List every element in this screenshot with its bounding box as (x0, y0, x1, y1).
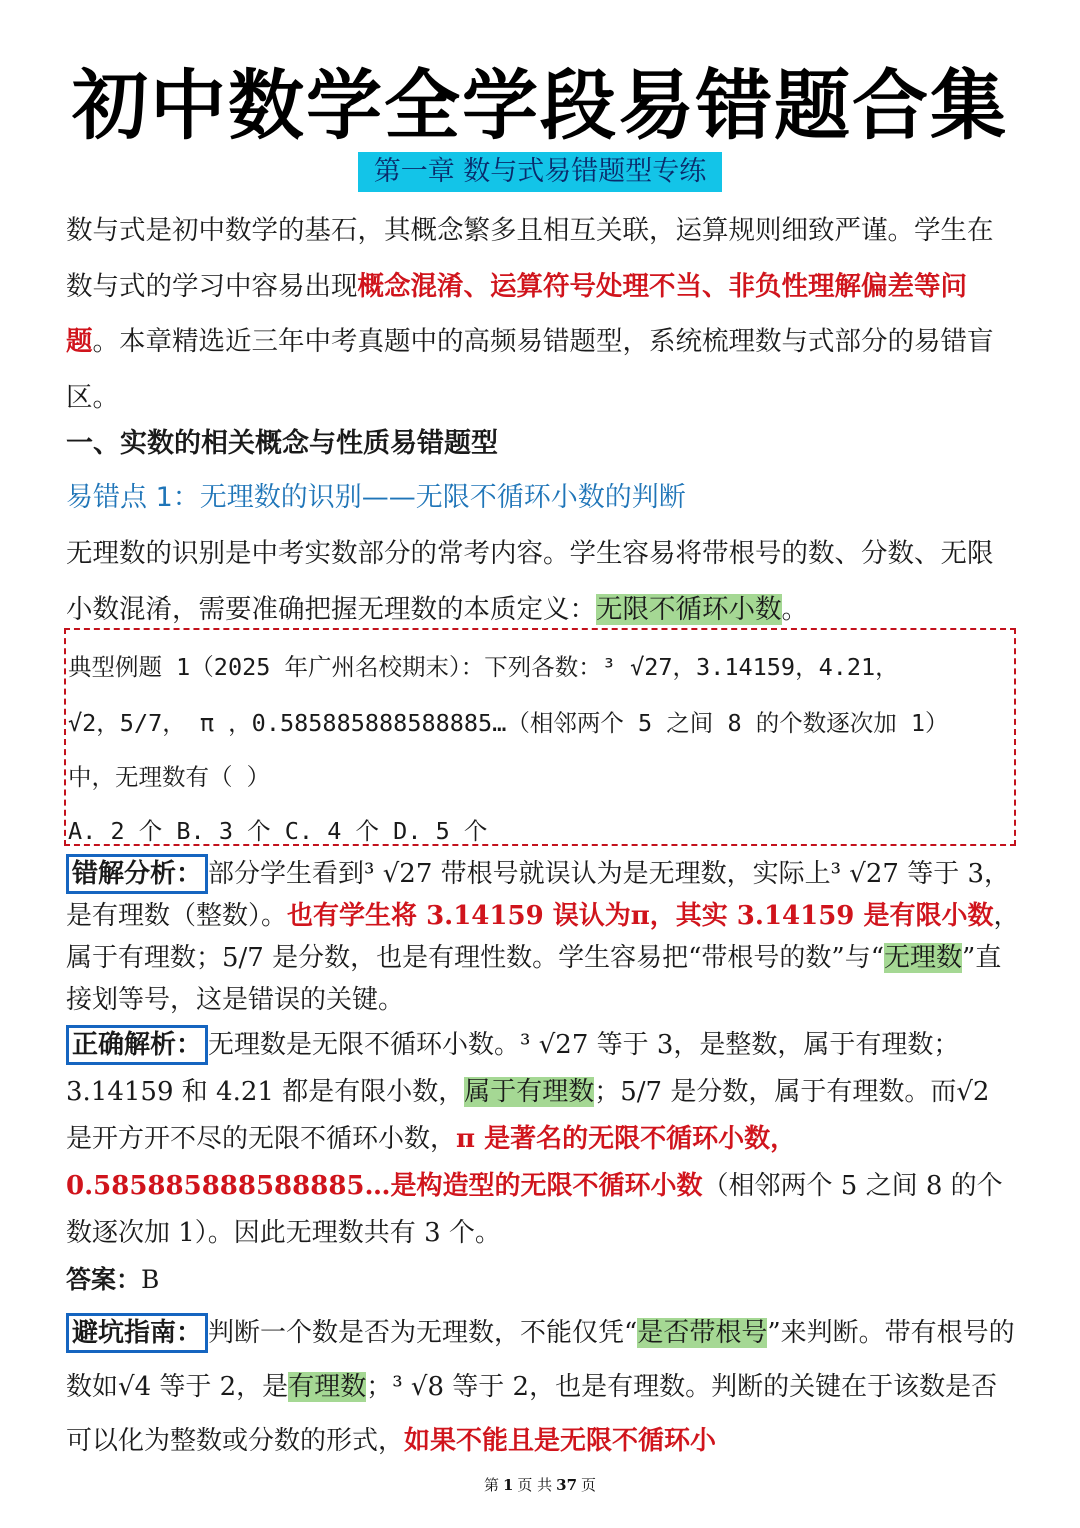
wrong-text-1: 部分学生看到³ √27 带根号就误认为是无理数，实际上³ √27 等于 3，是有理数（整数）。 (66, 859, 1011, 931)
intro-paragraph (66, 203, 1018, 425)
example-line-1: 典型例题 1（2025 年广州名校期末）：下列各数：³ √27，3.14159，4.21， (68, 653, 899, 681)
correct-text-1: 无理数是无限不循环小数。³ √27 等于 3，是整数，属于有理数；3.14159 和 4.21 都是有限小数， (66, 1030, 960, 1107)
footer-page-number: 1 (502, 1476, 514, 1494)
answer-label: 答案： (66, 1265, 142, 1294)
wrong-highlight-red: 也有学生将 3.14159 误认为π，其实 3.14159 是有限小数 (287, 901, 994, 931)
avoid-text-1: 判断一个数是否为无理数，不能仅凭“ (208, 1318, 638, 1348)
intro-text-2: 。本章精选近三年中考真题中的高频易错题型，系统梳理数与式部分的易错盲区。 (66, 326, 994, 413)
footer-total-pages: 37 (556, 1476, 578, 1494)
example-box (64, 628, 1016, 846)
avoid-text-2: ”来判断。带有根号的数如√4 等于 2，是 (66, 1318, 1015, 1402)
wrong-analysis (66, 853, 1022, 1021)
wrong-text-3: ”直接划等号，这是错误的关键。 (66, 943, 1002, 1015)
point-text-2: 。 (781, 593, 808, 625)
point-text-1: 无理数的识别是中考实数部分的常考内容。学生容易将带根号的数、分数、无限小数混淆，需要准确把握无理数的本质定义： (66, 538, 994, 625)
correct-text-2: ；5/7 是分数，属于有理数。而√2 是开方开不尽的无限不循环小数， (66, 1077, 990, 1154)
avoid-highlight-red: 如果不能且是无限不循环小 (404, 1426, 717, 1456)
error-point-heading: 易错点 1：无理数的识别——无限不循环小数的判断 (66, 482, 686, 513)
avoid-highlight-2: 有理数 (288, 1372, 367, 1402)
wrong-analysis-label: 错解分析： (66, 854, 208, 894)
page-footer (0, 1474, 1080, 1495)
footer-pre: 第 (483, 1476, 499, 1494)
correct-text-3: （相邻两个 5 之间 8 的个数逐次加 1）。因此无理数共有 3 个。 (66, 1171, 1003, 1248)
chapter-heading: 第一章 数与式易错题型专练 (358, 152, 722, 192)
point-paragraph (66, 526, 1018, 637)
wrong-text-2: ，属于有理数；5/7 是分数，也是有理性数。学生容易把“带根号的数”与“ (66, 901, 1020, 973)
example-options: A. 2 个 B. 3 个 C. 4 个 D. 5 个 (68, 817, 488, 845)
avoid-guide (66, 1306, 1022, 1468)
avoid-guide-label: 避坑指南： (66, 1313, 208, 1353)
footer-mid: 页 共 (517, 1476, 553, 1494)
answer-value: B (141, 1265, 160, 1294)
wrong-highlight: 无理数 (884, 943, 963, 973)
section-heading: 一、实数的相关概念与性质易错题型 (66, 428, 498, 459)
answer (66, 1260, 159, 1300)
point-highlight: 无限不循环小数 (596, 593, 782, 625)
intro-text-1: 数与式是初中数学的基石，其概念繁多且相互关联，运算规则细致严谨。学生在数与式的学习中容易出现 (66, 215, 994, 302)
correct-analysis-label: 正确解析： (66, 1025, 208, 1065)
footer-post: 页 (581, 1476, 597, 1494)
intro-highlight-red: 概念混淆、运算符号处理不当、非负性理解偏差等问题 (66, 270, 967, 357)
correct-highlight: 属于有理数 (464, 1077, 595, 1107)
avoid-text-3: ；³ √8 等于 2，也是有理数。判断的关键在于该数是否可以化为整数或分数的形式， (66, 1372, 998, 1456)
correct-analysis (66, 1022, 1022, 1257)
document-title: 初中数学全学段易错题合集 (72, 61, 1008, 150)
avoid-highlight-1: 是否带根号 (637, 1318, 768, 1348)
example-line-2: √2，5/7， π ，0.585885888588885…（相邻两个 5 之间 8 的个数逐次加 1） (68, 709, 949, 737)
example-line-3: 中，无理数有（ ） (68, 763, 271, 791)
correct-highlight-red: π 是著名的无限不循环小数，0.585885888588885…是构造型的无限不循环小数 (66, 1124, 797, 1201)
